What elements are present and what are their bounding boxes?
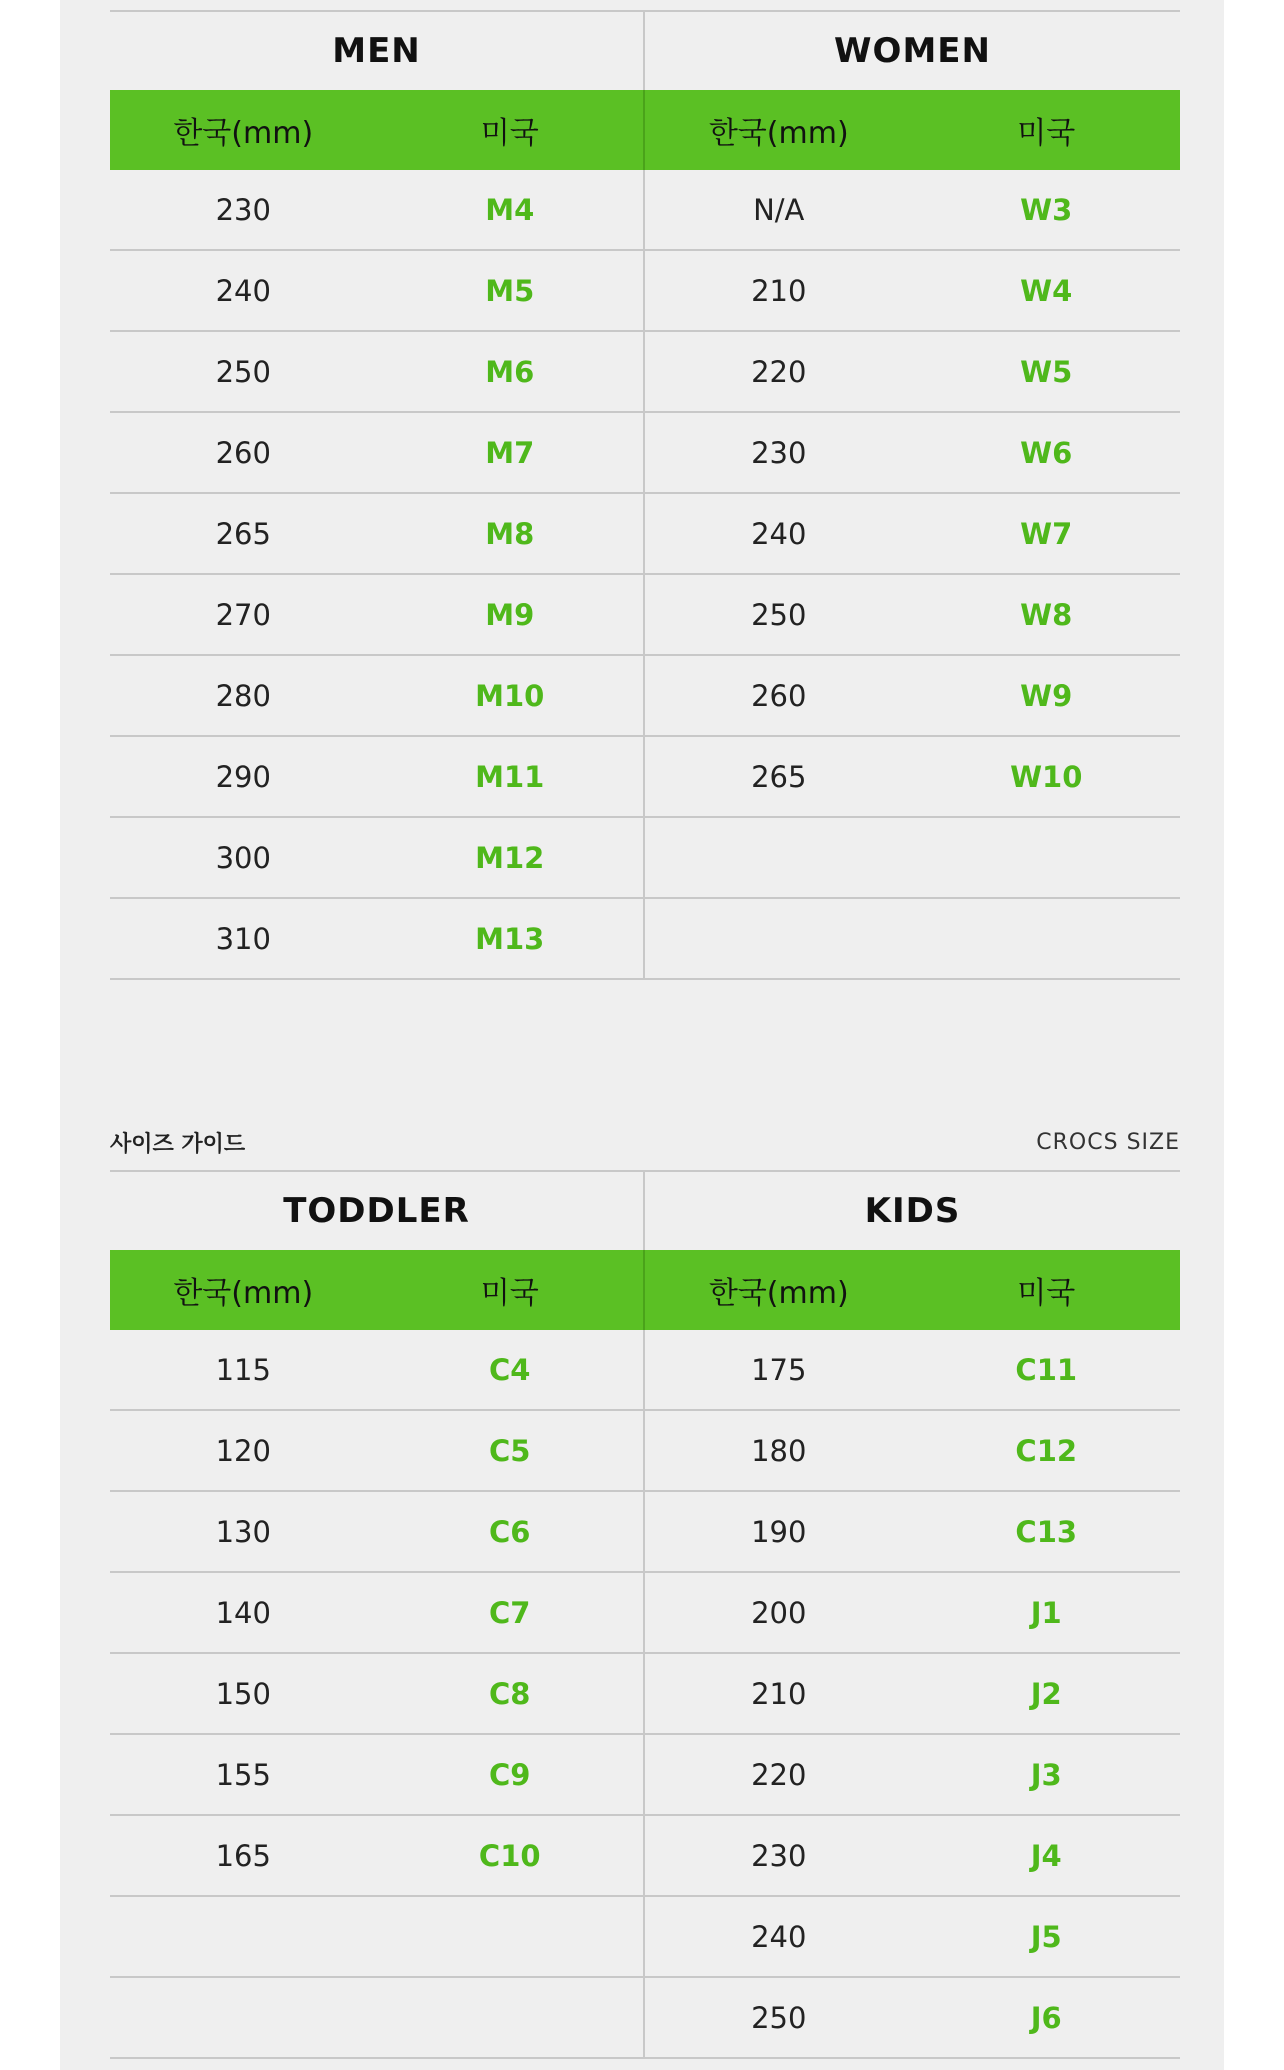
left-half — [110, 332, 645, 411]
us-size-cell: M9 — [485, 597, 535, 632]
kids-size-table — [110, 1170, 1180, 2059]
korea-mm-cell: 180 — [751, 1433, 807, 1468]
left-half — [110, 1735, 645, 1814]
left-half — [110, 575, 645, 654]
right-half — [645, 494, 1180, 573]
korea-mm-cell: 240 — [215, 273, 271, 308]
us-size-header: 미국 — [1017, 116, 1076, 151]
women-heading: WOMEN — [834, 31, 991, 71]
korea-mm-cell: 230 — [751, 1838, 807, 1873]
table-row — [110, 332, 1180, 413]
right-half — [645, 1735, 1180, 1814]
size-chart-panel — [60, 0, 1224, 2070]
us-size-cell: M8 — [485, 516, 535, 551]
table-row — [110, 1654, 1180, 1735]
crocs-size-label: CROCS SIZE — [1036, 1129, 1180, 1155]
us-size-cell: W4 — [1020, 273, 1073, 308]
korea-mm-cell: 120 — [215, 1433, 271, 1468]
column-header-row — [110, 90, 1180, 170]
korea-mm-cell: 280 — [215, 678, 271, 713]
women-column-headers — [645, 90, 1180, 170]
us-size-cell — [913, 899, 1181, 978]
us-size-header: 미국 — [1017, 1276, 1076, 1311]
korea-mm-cell: 115 — [215, 1352, 271, 1387]
us-size-cell: C11 — [1015, 1352, 1078, 1387]
left-half — [110, 413, 645, 492]
korea-mm-cell: 155 — [215, 1757, 271, 1792]
us-size-cell: M12 — [475, 840, 545, 875]
left-half — [110, 1573, 645, 1652]
korea-mm-cell — [110, 1978, 377, 2057]
toddler-column-headers — [110, 1250, 645, 1330]
left-half — [110, 170, 645, 249]
korea-mm-header: 한국(mm) — [708, 1276, 849, 1311]
us-size-cell: M6 — [485, 354, 535, 389]
us-size-cell: W5 — [1020, 354, 1073, 389]
us-size-cell: W3 — [1020, 192, 1073, 227]
korea-mm-cell: 230 — [215, 192, 271, 227]
left-half — [110, 494, 645, 573]
us-size-cell: C13 — [1015, 1514, 1078, 1549]
right-half — [645, 656, 1180, 735]
korea-mm-cell: 250 — [751, 2000, 807, 2035]
size-guide-title: 사이즈 가이드 — [110, 1131, 246, 1157]
men-column-headers — [110, 90, 645, 170]
right-half — [645, 1411, 1180, 1490]
korea-mm-cell: 270 — [215, 597, 271, 632]
us-size-cell: J4 — [1030, 1838, 1062, 1873]
korea-mm-header: 한국(mm) — [173, 1276, 314, 1311]
column-header-row — [110, 1250, 1180, 1330]
adult-size-table — [110, 10, 1180, 980]
korea-mm-cell: 175 — [751, 1352, 807, 1387]
us-size-cell: J3 — [1030, 1757, 1062, 1792]
table-row — [110, 170, 1180, 251]
group-header-row — [110, 1172, 1180, 1250]
size-guide-bar — [110, 1122, 1180, 1162]
right-half — [645, 251, 1180, 330]
korea-mm-cell: N/A — [753, 192, 805, 227]
left-half — [110, 1816, 645, 1895]
us-size-cell: J2 — [1030, 1676, 1062, 1711]
left-half — [110, 1492, 645, 1571]
table-row — [110, 1897, 1180, 1978]
us-size-cell: J1 — [1030, 1595, 1062, 1630]
korea-mm-cell: 250 — [751, 597, 807, 632]
korea-mm-cell: 250 — [215, 354, 271, 389]
toddler-heading: TODDLER — [110, 1172, 645, 1250]
us-size-cell: W8 — [1020, 597, 1073, 632]
korea-mm-cell — [645, 818, 913, 897]
us-size-cell: C4 — [489, 1352, 531, 1387]
us-size-cell: C12 — [1015, 1433, 1078, 1468]
us-size-cell: C6 — [489, 1514, 531, 1549]
us-size-cell: M13 — [475, 921, 545, 956]
korea-mm-cell: 300 — [215, 840, 271, 875]
table-row — [110, 1816, 1180, 1897]
right-half — [645, 1330, 1180, 1409]
table-row — [110, 1411, 1180, 1492]
right-half — [645, 1573, 1180, 1652]
right-half — [645, 1816, 1180, 1895]
korea-mm-cell: 210 — [751, 1676, 807, 1711]
left-half — [110, 1978, 645, 2057]
men-heading: MEN — [110, 12, 645, 90]
us-size-cell: M4 — [485, 192, 535, 227]
right-half — [645, 1492, 1180, 1571]
right-half — [645, 170, 1180, 249]
korea-mm-cell: 260 — [215, 435, 271, 470]
left-half — [110, 1897, 645, 1976]
korea-mm-cell: 230 — [751, 435, 807, 470]
korea-mm-cell — [645, 899, 913, 978]
left-half — [110, 818, 645, 897]
kids-table-body — [110, 1330, 1180, 2059]
korea-mm-cell: 130 — [215, 1514, 271, 1549]
table-row — [110, 1978, 1180, 2059]
korea-mm-cell: 200 — [751, 1595, 807, 1630]
right-half — [645, 575, 1180, 654]
table-row — [110, 1330, 1180, 1411]
korea-mm-cell: 290 — [215, 759, 271, 794]
right-half — [645, 1654, 1180, 1733]
us-size-cell: M5 — [485, 273, 535, 308]
right-half — [645, 899, 1180, 978]
table-row — [110, 737, 1180, 818]
us-size-cell: W6 — [1020, 435, 1073, 470]
left-half — [110, 656, 645, 735]
adult-table-body — [110, 170, 1180, 980]
korea-mm-cell: 240 — [751, 1919, 807, 1954]
kids-heading: KIDS — [864, 1191, 961, 1231]
us-size-cell: M11 — [475, 759, 545, 794]
us-size-cell: C9 — [489, 1757, 531, 1792]
us-size-cell — [913, 818, 1181, 897]
table-row — [110, 1492, 1180, 1573]
us-size-cell: W7 — [1020, 516, 1073, 551]
korea-mm-cell — [110, 1897, 377, 1976]
table-row — [110, 899, 1180, 980]
right-half — [645, 1978, 1180, 2057]
left-half — [110, 737, 645, 816]
us-size-cell: W10 — [1010, 759, 1083, 794]
korea-mm-header: 한국(mm) — [173, 116, 314, 151]
us-size-cell: C10 — [478, 1838, 541, 1873]
right-half — [645, 332, 1180, 411]
table-row — [110, 1735, 1180, 1816]
right-half — [645, 1897, 1180, 1976]
right-half — [645, 737, 1180, 816]
left-half — [110, 251, 645, 330]
us-size-cell: C5 — [489, 1433, 531, 1468]
korea-mm-cell: 240 — [751, 516, 807, 551]
korea-mm-cell: 150 — [215, 1676, 271, 1711]
table-row — [110, 1573, 1180, 1654]
table-row — [110, 251, 1180, 332]
left-half — [110, 899, 645, 978]
us-size-cell: J5 — [1030, 1919, 1062, 1954]
korea-mm-cell: 140 — [215, 1595, 271, 1630]
table-row — [110, 575, 1180, 656]
table-row — [110, 413, 1180, 494]
us-size-cell: C7 — [489, 1595, 531, 1630]
left-half — [110, 1330, 645, 1409]
us-size-cell: W9 — [1020, 678, 1073, 713]
us-size-cell — [377, 1897, 644, 1976]
us-size-header: 미국 — [480, 1276, 539, 1311]
us-size-cell: J6 — [1030, 2000, 1062, 2035]
korea-mm-cell: 190 — [751, 1514, 807, 1549]
table-row — [110, 656, 1180, 737]
us-size-cell: M7 — [485, 435, 535, 470]
korea-mm-cell: 265 — [215, 516, 271, 551]
left-half — [110, 1411, 645, 1490]
korea-mm-header: 한국(mm) — [708, 116, 849, 151]
table-row — [110, 818, 1180, 899]
us-size-header: 미국 — [480, 116, 539, 151]
korea-mm-cell: 310 — [215, 921, 271, 956]
us-size-cell: C8 — [489, 1676, 531, 1711]
right-half — [645, 413, 1180, 492]
kids-column-headers — [645, 1250, 1180, 1330]
korea-mm-cell: 260 — [751, 678, 807, 713]
korea-mm-cell: 220 — [751, 354, 807, 389]
us-size-cell: M10 — [475, 678, 545, 713]
korea-mm-cell: 165 — [215, 1838, 271, 1873]
left-half — [110, 1654, 645, 1733]
us-size-cell — [377, 1978, 644, 2057]
group-header-row — [110, 12, 1180, 90]
korea-mm-cell: 265 — [751, 759, 807, 794]
korea-mm-cell: 210 — [751, 273, 807, 308]
korea-mm-cell: 220 — [751, 1757, 807, 1792]
right-half — [645, 818, 1180, 897]
table-row — [110, 494, 1180, 575]
